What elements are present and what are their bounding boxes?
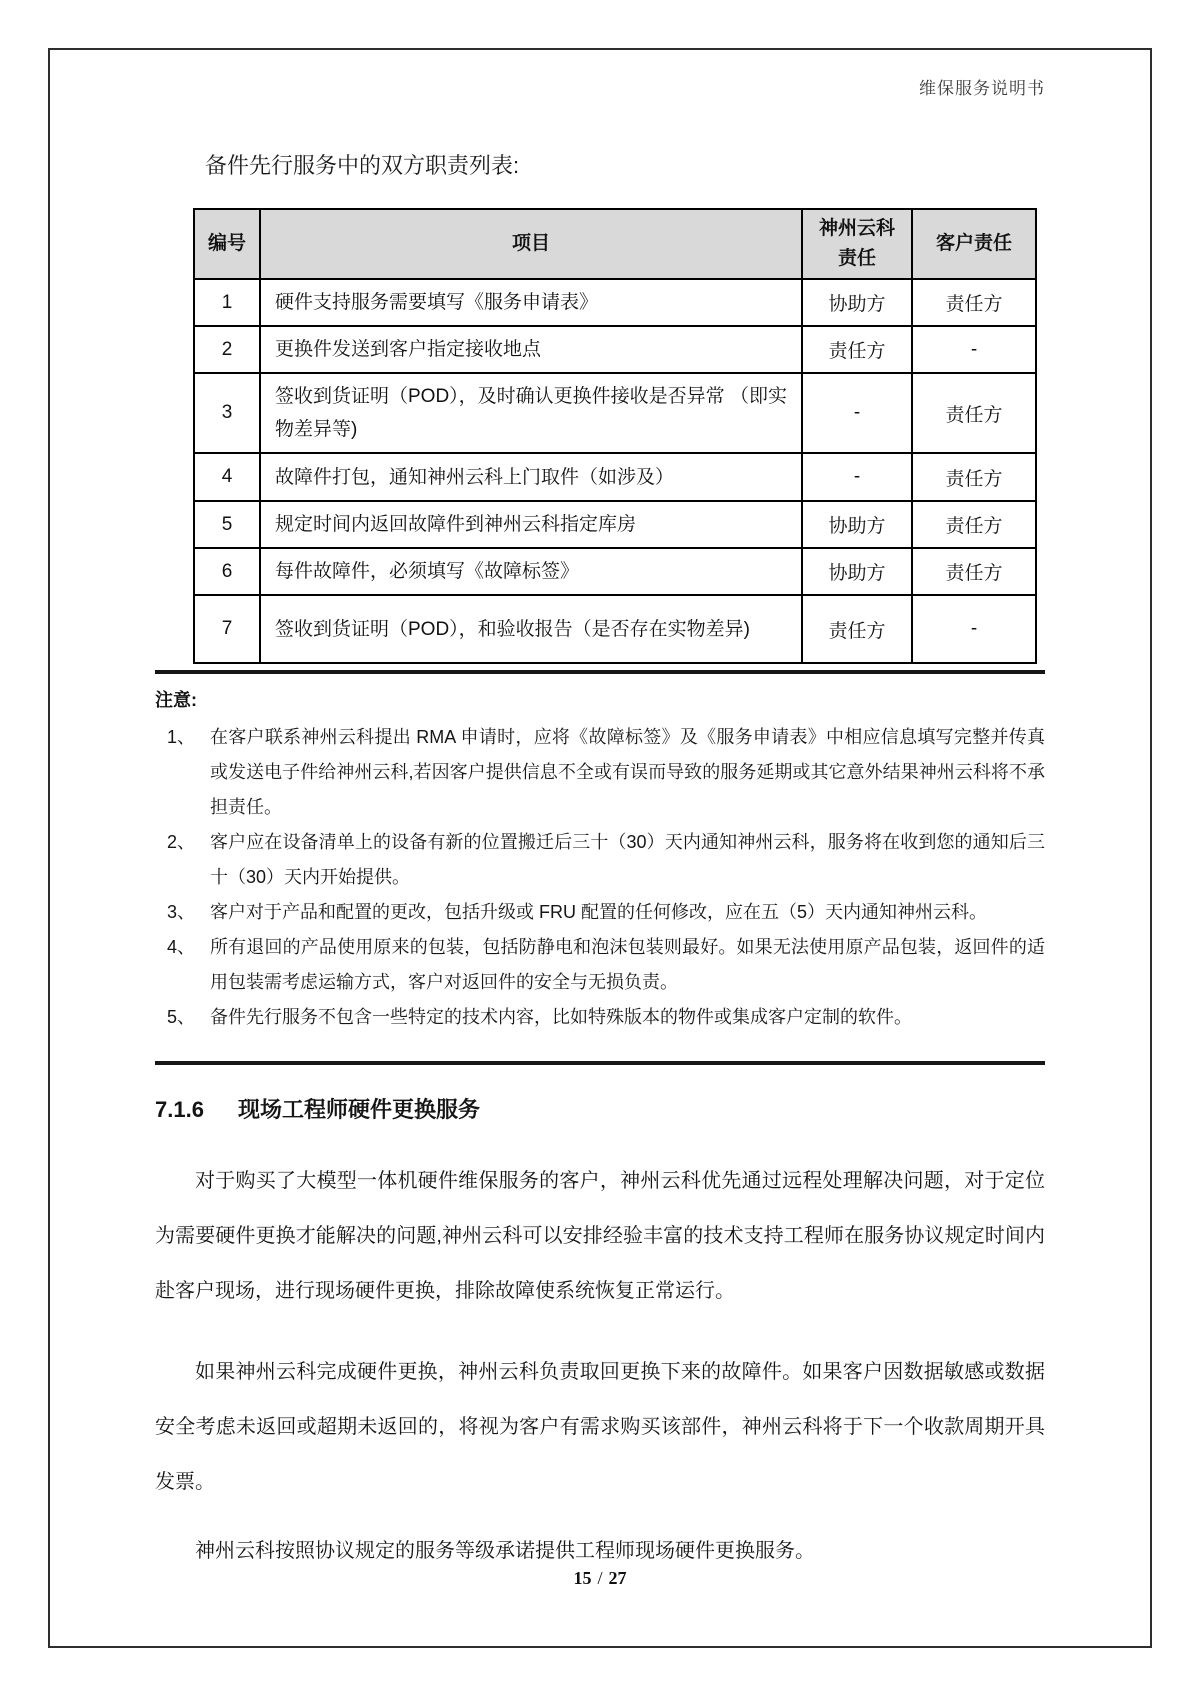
cell-item: 每件故障件，必须填写《故障标签》 (260, 548, 802, 595)
cell-item: 硬件支持服务需要填写《服务申请表》 (260, 279, 802, 326)
note-number: 1、 (167, 727, 196, 747)
cell-dck: - (802, 373, 912, 453)
table-intro-text: 备件先行服务中的双方职责列表: (205, 153, 520, 178)
note-number: 4、 (167, 937, 196, 957)
note-number: 2、 (167, 832, 196, 852)
cell-dck: 协助方 (802, 279, 912, 326)
cell-customer: - (912, 326, 1036, 373)
note-number: 5、 (167, 1007, 196, 1027)
cell-customer: 责任方 (912, 373, 1036, 453)
cell-dck: 协助方 (802, 501, 912, 548)
note-item (155, 895, 1045, 930)
table-row (194, 595, 1036, 663)
note-item (155, 825, 1045, 895)
header-dck-line2: 责任 (837, 248, 876, 269)
cell-no: 1 (194, 279, 260, 326)
cell-no: 6 (194, 548, 260, 595)
note-text: 客户应在设备清单上的设备有新的位置搬迁后三十（30）天内通知神州云科，服务将在收到您的通知后三十（30）天内开始提供。 (210, 832, 1045, 887)
table-row (194, 279, 1036, 326)
cell-no: 4 (194, 453, 260, 501)
header-cell-item: 项目 (260, 209, 802, 279)
notes-label: 注意: (155, 690, 197, 710)
header-cell-dck (802, 209, 912, 279)
cell-customer: 责任方 (912, 501, 1036, 548)
section-number: 7.1.6 (155, 1097, 204, 1122)
cell-customer: 责任方 (912, 279, 1036, 326)
notes-list (155, 720, 1045, 1035)
table-row (194, 326, 1036, 373)
cell-customer: - (912, 595, 1036, 663)
note-item (155, 930, 1045, 1000)
note-text: 在客户联系神州云科提出 RMA 申请时，应将《故障标签》及《服务申请表》中相应信息填写完整并传真或发送电子件给神州云科,若因客户提供信息不全或有误而导致的服务延期或其它意外结果神州云科将不承担责任。 (210, 727, 1045, 817)
section-divider (155, 670, 1045, 674)
note-text: 备件先行服务不包含一些特定的技术内容，比如特殊版本的物件或集成客户定制的软件。 (210, 1007, 912, 1027)
cell-item: 规定时间内返回故障件到神州云科指定库房 (260, 501, 802, 548)
body-paragraph: 对于购买了大模型一体机硬件维保服务的客户，神州云科优先通过远程处理解决问题，对于定位为需要硬件更换才能解决的问题,神州云科可以安排经验丰富的技术支持工程师在服务协议规定时间内赴客户现场，进行现场硬件更换，排除故障使系统恢复正常运行。 (155, 1170, 1045, 1302)
page-number-separator: / (597, 1568, 603, 1588)
page-number-current: 15 (573, 1568, 592, 1588)
section-heading (155, 1093, 1045, 1124)
cell-dck: - (802, 453, 912, 501)
cell-dck: 责任方 (802, 326, 912, 373)
body-paragraph: 神州云科按照协议规定的服务等级承诺提供工程师现场硬件更换服务。 (195, 1540, 815, 1562)
note-item (155, 1000, 1045, 1035)
page-content (155, 48, 1045, 1579)
body-paragraph: 如果神州云科完成硬件更换，神州云科负责取回更换下来的故障件。如果客户因数据敏感或数据安全考虑未返回或超期未返回的，将视为客户有需求购买该部件，神州云科将于下一个收款周期开具发票。 (155, 1361, 1045, 1493)
cell-no: 3 (194, 373, 260, 453)
cell-item: 更换件发送到客户指定接收地点 (260, 326, 802, 373)
document-header-title: 维保服务说明书 (919, 79, 1045, 98)
note-text: 客户对于产品和配置的更改，包括升级或 FRU 配置的任何修改，应在五（5）天内通知神州云科。 (210, 902, 988, 922)
note-number: 3、 (167, 902, 196, 922)
table-row (194, 373, 1036, 453)
page-number-total: 27 (608, 1568, 627, 1588)
responsibility-table (193, 208, 1037, 664)
note-item (155, 720, 1045, 825)
cell-customer: 责任方 (912, 548, 1036, 595)
table-row (194, 548, 1036, 595)
header-cell-no: 编号 (194, 209, 260, 279)
note-text: 所有退回的产品使用原来的包装，包括防静电和泡沫包装则最好。如果无法使用原产品包装，返回件的适用包装需考虑运输方式，客户对返回件的安全与无损负责。 (210, 937, 1045, 992)
cell-item: 签收到货证明（POD），和验收报告（是否存在实物差异) (260, 595, 802, 663)
cell-customer: 责任方 (912, 453, 1036, 501)
table-row (194, 453, 1036, 501)
cell-no: 2 (194, 326, 260, 373)
header-dck-line1: 神州云科 (818, 218, 895, 239)
cell-dck: 责任方 (802, 595, 912, 663)
table-header-row (194, 209, 1036, 279)
cell-dck: 协助方 (802, 548, 912, 595)
header-cell-customer: 客户责任 (912, 209, 1036, 279)
table-row (194, 501, 1036, 548)
cell-no: 7 (194, 595, 260, 663)
cell-no: 5 (194, 501, 260, 548)
section-divider (155, 1061, 1045, 1065)
cell-item: 故障件打包，通知神州云科上门取件（如涉及） (260, 453, 802, 501)
page-footer (0, 1568, 1200, 1589)
section-title: 现场工程师硬件更换服务 (237, 1097, 480, 1122)
cell-item: 签收到货证明（POD），及时确认更换件接收是否异常 （即实物差异等) (260, 373, 802, 453)
